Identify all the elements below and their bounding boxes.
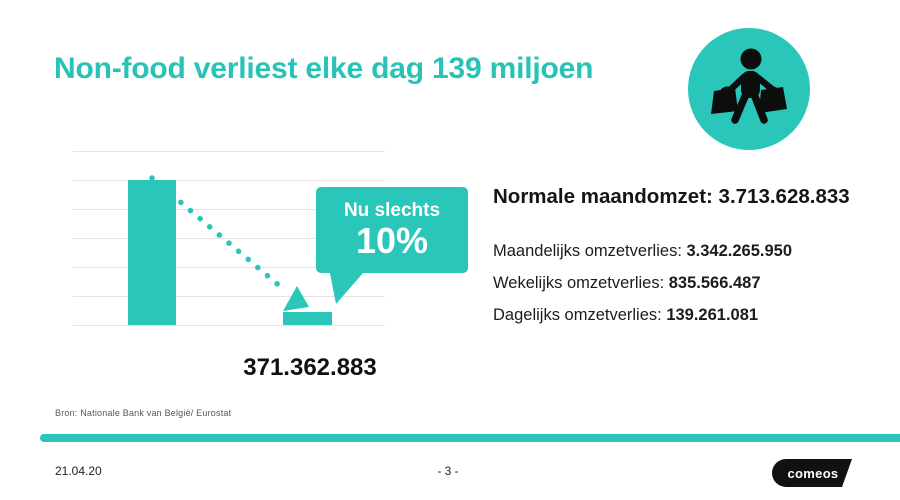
comeos-logo-text: comeos	[787, 466, 839, 481]
page-title: Non-food verliest elke dag 139 miljoen	[54, 52, 594, 85]
weekly-loss-value: 835.566.487	[668, 274, 761, 292]
gridline	[73, 325, 385, 326]
callout-text: Nu slechts	[343, 199, 441, 221]
gridline	[73, 296, 385, 297]
gridline	[73, 151, 385, 152]
comeos-logo	[772, 459, 852, 487]
chart-value-label: 371.362.883	[243, 354, 377, 381]
footer-page-number: - 3 -	[437, 464, 459, 478]
divider-bar	[40, 434, 900, 442]
bar-normal-revenue	[128, 180, 176, 325]
gridline	[73, 180, 385, 181]
weekly-loss-line	[493, 274, 761, 293]
footer-date: 21.04.20	[55, 464, 102, 478]
daily-loss-label: Dagelijks omzetverlies:	[493, 306, 667, 324]
monthly-loss-label: Maandelijks omzetverlies:	[493, 242, 687, 260]
source-note: Bron: Nationale Bank van België/ Eurostat	[55, 408, 232, 418]
daily-loss-line	[493, 306, 758, 325]
callout-bubble	[316, 187, 468, 273]
monthly-loss-line	[493, 242, 792, 261]
weekly-loss-label: Wekelijks omzetverlies:	[493, 274, 669, 292]
stats-panel	[493, 185, 888, 324]
shopper-with-bags-icon	[688, 28, 810, 150]
monthly-loss-value: 3.342.265.950	[686, 242, 793, 260]
daily-loss-value: 139.261.081	[666, 306, 759, 324]
bar-current-revenue	[283, 312, 332, 325]
normal-revenue-heading: Normale maandomzet: 3.713.628.833	[493, 185, 850, 208]
comeos-logo-svg	[772, 459, 852, 487]
shopper-with-bags-svg	[688, 28, 810, 150]
callout-percentage: 10%	[355, 219, 429, 261]
